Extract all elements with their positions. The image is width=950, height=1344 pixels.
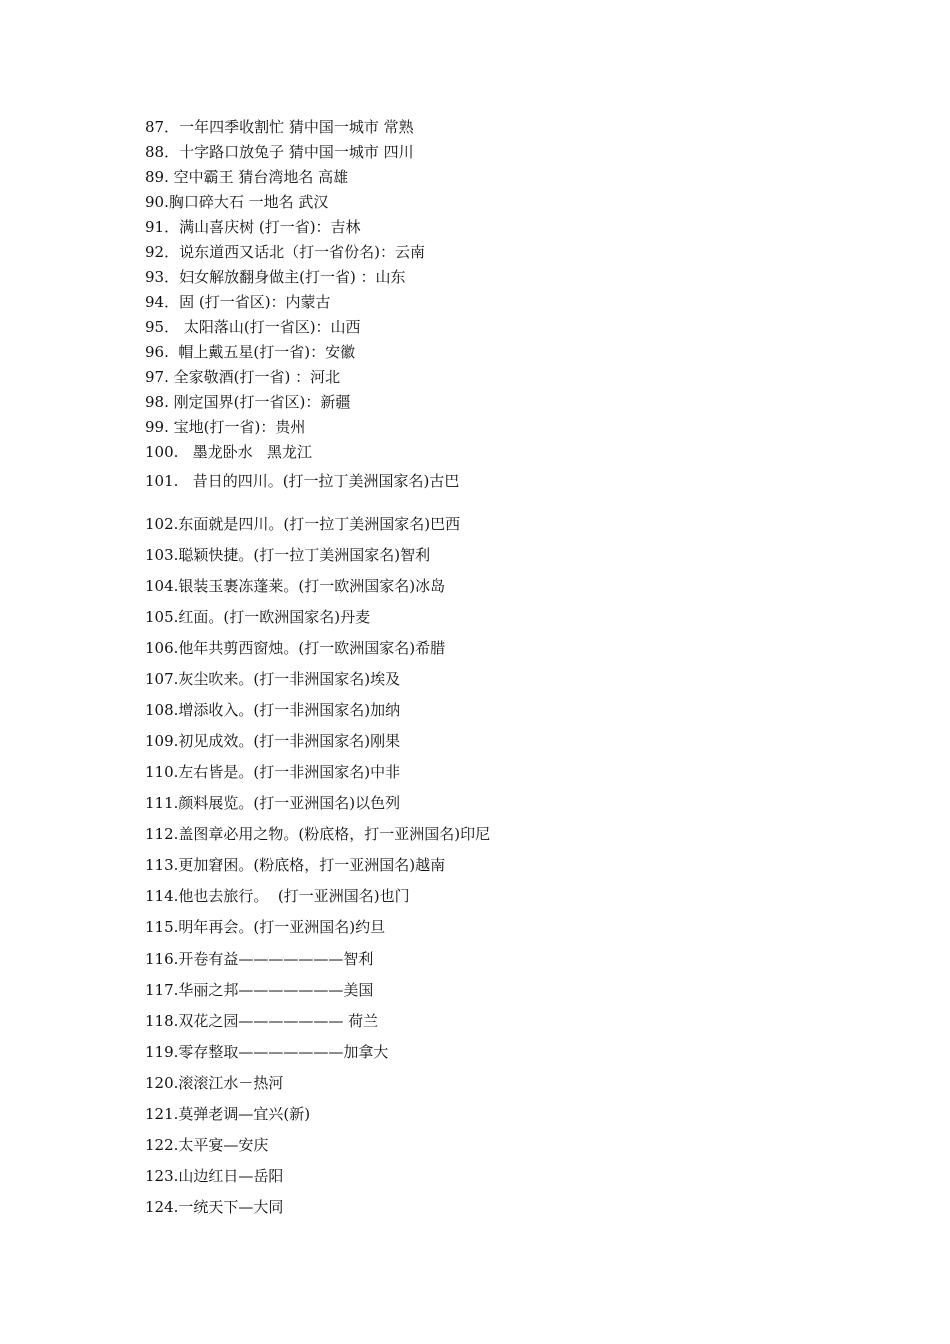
riddle-line-120: 120.滚滚江水－热河 bbox=[145, 1074, 284, 1092]
riddle-line-116: 116.开卷有益———————智利 bbox=[145, 950, 374, 968]
riddle-line-99: 99. 宝地(打一省)：贵州 bbox=[145, 418, 306, 436]
riddle-line-119: 119.零存整取———————加拿大 bbox=[145, 1043, 389, 1061]
riddle-line-104: 104.银装玉裹冻蓬莱。(打一欧洲国家名)冰岛 bbox=[145, 577, 446, 595]
riddle-line-91: 91．满山喜庆树 (打一省)：吉林 bbox=[145, 218, 361, 236]
riddle-line-112: 112.盖图章必用之物。(粉底格，打一亚洲国名)印尼 bbox=[145, 825, 491, 843]
riddle-line-96: 96. 帽上戴五星(打一省)：安徽 bbox=[145, 343, 356, 361]
riddle-line-109: 109.初见成效。(打一非洲国家名)刚果 bbox=[145, 732, 401, 750]
riddle-line-92: 92．说东道西又话北（打一省份名)：云南 bbox=[145, 243, 425, 261]
riddle-line-101: 101. 昔日的四川。(打一拉丁美洲国家名)古巴 bbox=[145, 472, 460, 490]
riddle-line-88: 88．十字路口放兔子 猜中国一城市 四川 bbox=[145, 143, 414, 161]
riddle-line-100: 100. 墨龙卧水 黑龙江 bbox=[145, 443, 313, 461]
riddle-line-89: 89. 空中霸王 猜台湾地名 高雄 bbox=[145, 168, 349, 186]
riddle-line-95: 95． 太阳落山(打一省区)：山西 bbox=[145, 318, 361, 336]
riddle-line-94: 94．固 (打一省区)：内蒙古 bbox=[145, 293, 331, 311]
riddle-line-108: 108.增添收入。(打一非洲国家名)加纳 bbox=[145, 701, 401, 719]
riddle-line-90: 90.胸口碎大石 一地名 武汉 bbox=[145, 193, 329, 211]
riddle-line-124: 124.一统天下—大同 bbox=[145, 1198, 284, 1216]
riddle-line-122: 122.太平宴—安庆 bbox=[145, 1136, 269, 1154]
riddle-line-98: 98. 刚定国界(打一省区)：新疆 bbox=[145, 393, 351, 411]
riddle-line-106: 106.他年共剪西窗烛。(打一欧洲国家名)希腊 bbox=[145, 639, 446, 657]
riddle-line-97: 97. 全家敬酒(打一省) ：河北 bbox=[145, 368, 341, 386]
riddle-line-103: 103.聪颖快捷。(打一拉丁美洲国家名)智利 bbox=[145, 546, 431, 564]
riddle-line-107: 107.灰尘吹来。(打一非洲国家名)埃及 bbox=[145, 670, 401, 688]
riddle-line-118: 118.双花之园——————— 荷兰 bbox=[145, 1012, 379, 1030]
riddle-line-93: 93．妇女解放翻身做主(打一省) ：山东 bbox=[145, 268, 406, 286]
riddle-line-113: 113.更加窘困。(粉底格，打一亚洲国名)越南 bbox=[145, 856, 446, 874]
riddle-line-114: 114.他也去旅行。 (打一亚洲国名)也门 bbox=[145, 887, 410, 905]
riddle-line-123: 123.山边红日—岳阳 bbox=[145, 1167, 284, 1185]
riddle-line-105: 105.红面。(打一欧洲国家名)丹麦 bbox=[145, 608, 371, 626]
riddle-line-117: 117.华丽之邦———————美国 bbox=[145, 981, 374, 999]
riddle-line-87: 87．一年四季收割忙 猜中国一城市 常熟 bbox=[145, 118, 414, 136]
riddle-line-110: 110.左右皆是。(打一非洲国家名)中非 bbox=[145, 763, 401, 781]
riddle-line-111: 111.颜料展览。(打一亚洲国名)以色列 bbox=[145, 794, 401, 812]
riddle-line-115: 115.明年再会。(打一亚洲国名)约旦 bbox=[145, 918, 386, 936]
riddle-line-102: 102.东面就是四川。(打一拉丁美洲国家名)巴西 bbox=[145, 515, 461, 533]
riddle-line-121: 121.莫弹老调—宜兴(新) bbox=[145, 1105, 311, 1123]
